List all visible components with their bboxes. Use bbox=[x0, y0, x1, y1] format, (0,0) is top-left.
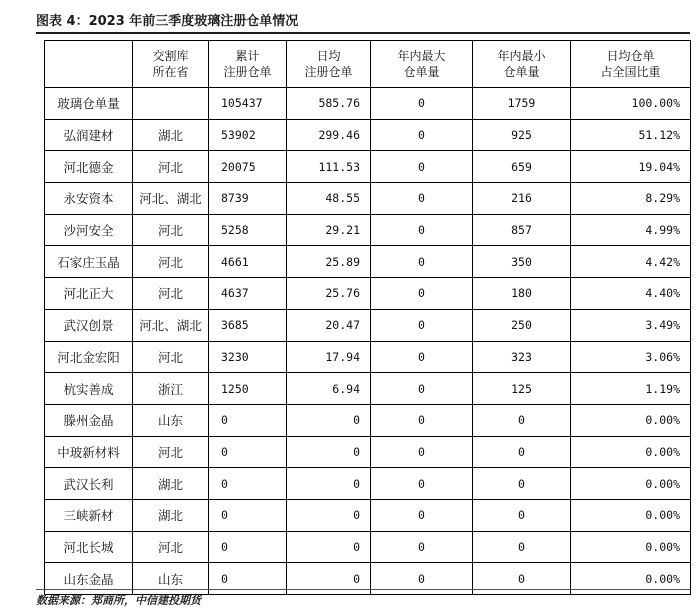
header-province bbox=[133, 41, 209, 88]
cell-cumulative: 8739 bbox=[209, 183, 287, 215]
cell-warehouse-name: 河北正大 bbox=[45, 278, 133, 310]
cell-warehouse-name: 弘润建材 bbox=[45, 119, 133, 151]
cell-share: 8.29% bbox=[571, 183, 691, 215]
cell-yearly-min: 0 bbox=[473, 563, 571, 595]
table-row bbox=[45, 151, 691, 183]
header-line-1: 年内最大 bbox=[397, 49, 446, 63]
cell-yearly-min: 659 bbox=[473, 151, 571, 183]
cell-share: 0.00% bbox=[571, 468, 691, 500]
header-line-2: 注册仓单 bbox=[304, 65, 353, 79]
cell-cumulative: 5258 bbox=[209, 214, 287, 246]
cell-daily-avg: 299.46 bbox=[287, 119, 371, 151]
cell-yearly-min: 250 bbox=[473, 309, 571, 341]
cell-share: 0.00% bbox=[571, 499, 691, 531]
header-line-2: 注册仓单 bbox=[223, 65, 272, 79]
cell-yearly-max: 0 bbox=[371, 468, 473, 500]
cell-province: 湖北 bbox=[133, 119, 209, 151]
table-row bbox=[45, 278, 691, 310]
cell-yearly-max: 0 bbox=[371, 151, 473, 183]
header-line-1: 累计 bbox=[235, 49, 260, 63]
cell-share: 100.00% bbox=[571, 88, 691, 120]
header-blank bbox=[45, 41, 133, 88]
cell-yearly-min: 323 bbox=[473, 341, 571, 373]
cell-share: 19.04% bbox=[571, 151, 691, 183]
cell-yearly-max: 0 bbox=[371, 88, 473, 120]
header-line-1: 年内最小 bbox=[497, 49, 546, 63]
header-line-2: 仓单量 bbox=[503, 65, 540, 79]
header-line-1: 交割库 bbox=[152, 49, 189, 63]
cell-daily-avg: 111.53 bbox=[287, 151, 371, 183]
header-yearly-min bbox=[473, 41, 571, 88]
cell-warehouse-name: 玻璃仓单量 bbox=[45, 88, 133, 120]
cell-cumulative: 4637 bbox=[209, 278, 287, 310]
table-row bbox=[45, 531, 691, 563]
cell-yearly-min: 0 bbox=[473, 404, 571, 436]
cell-yearly-min: 125 bbox=[473, 373, 571, 405]
table-row bbox=[45, 309, 691, 341]
cell-province: 湖北 bbox=[133, 468, 209, 500]
cell-share: 51.12% bbox=[571, 119, 691, 151]
cell-yearly-max: 0 bbox=[371, 404, 473, 436]
table-body bbox=[45, 88, 691, 595]
cell-daily-avg: 6.94 bbox=[287, 373, 371, 405]
cell-warehouse-name: 沙河安全 bbox=[45, 214, 133, 246]
cell-warehouse-name: 中玻新材料 bbox=[45, 436, 133, 468]
cell-share: 4.99% bbox=[571, 214, 691, 246]
cell-cumulative: 0 bbox=[209, 468, 287, 500]
cell-daily-avg: 0 bbox=[287, 436, 371, 468]
cell-daily-avg: 0 bbox=[287, 563, 371, 595]
cell-warehouse-name: 三峡新材 bbox=[45, 499, 133, 531]
cell-province: 河北 bbox=[133, 341, 209, 373]
cell-warehouse-name: 河北长城 bbox=[45, 531, 133, 563]
cell-yearly-max: 0 bbox=[371, 373, 473, 405]
figure-title: 图表 4：2023 年前三季度玻璃注册仓单情况 bbox=[36, 14, 299, 29]
header-line-2: 仓单量 bbox=[403, 65, 440, 79]
cell-cumulative: 3685 bbox=[209, 309, 287, 341]
cell-share: 0.00% bbox=[571, 531, 691, 563]
table-row bbox=[45, 246, 691, 278]
cell-yearly-max: 0 bbox=[371, 499, 473, 531]
cell-yearly-max: 0 bbox=[371, 341, 473, 373]
cell-warehouse-name: 永安资本 bbox=[45, 183, 133, 215]
cell-province: 浙江 bbox=[133, 373, 209, 405]
table-row bbox=[45, 373, 691, 405]
cell-cumulative: 0 bbox=[209, 563, 287, 595]
cell-yearly-max: 0 bbox=[371, 183, 473, 215]
cell-province: 河北、湖北 bbox=[133, 309, 209, 341]
bottom-divider bbox=[36, 589, 690, 590]
cell-daily-avg: 48.55 bbox=[287, 183, 371, 215]
table-row bbox=[45, 404, 691, 436]
cell-share: 3.06% bbox=[571, 341, 691, 373]
cell-yearly-max: 0 bbox=[371, 278, 473, 310]
cell-yearly-min: 0 bbox=[473, 436, 571, 468]
header-line-1: 日均仓单 bbox=[606, 49, 655, 63]
cell-daily-avg: 0 bbox=[287, 531, 371, 563]
table-header-row bbox=[45, 41, 691, 88]
cell-province: 河北 bbox=[133, 436, 209, 468]
cell-province: 河北 bbox=[133, 151, 209, 183]
cell-yearly-max: 0 bbox=[371, 531, 473, 563]
cell-yearly-min: 350 bbox=[473, 246, 571, 278]
cell-province: 河北 bbox=[133, 246, 209, 278]
cell-warehouse-name: 河北德金 bbox=[45, 151, 133, 183]
cell-yearly-max: 0 bbox=[371, 563, 473, 595]
cell-yearly-max: 0 bbox=[371, 119, 473, 151]
cell-cumulative: 1250 bbox=[209, 373, 287, 405]
cell-cumulative: 3230 bbox=[209, 341, 287, 373]
cell-daily-avg: 0 bbox=[287, 499, 371, 531]
cell-yearly-min: 1759 bbox=[473, 88, 571, 120]
cell-share: 0.00% bbox=[571, 563, 691, 595]
cell-cumulative: 53902 bbox=[209, 119, 287, 151]
table-row bbox=[45, 119, 691, 151]
cell-daily-avg: 20.47 bbox=[287, 309, 371, 341]
cell-daily-avg: 17.94 bbox=[287, 341, 371, 373]
cell-cumulative: 0 bbox=[209, 436, 287, 468]
cell-yearly-min: 0 bbox=[473, 468, 571, 500]
header-daily-avg bbox=[287, 41, 371, 88]
cell-yearly-min: 857 bbox=[473, 214, 571, 246]
cell-daily-avg: 585.76 bbox=[287, 88, 371, 120]
table-row bbox=[45, 499, 691, 531]
cell-share: 4.42% bbox=[571, 246, 691, 278]
cell-province: 山东 bbox=[133, 563, 209, 595]
cell-daily-avg: 0 bbox=[287, 468, 371, 500]
cell-daily-avg: 25.76 bbox=[287, 278, 371, 310]
cell-cumulative: 20075 bbox=[209, 151, 287, 183]
cell-yearly-max: 0 bbox=[371, 309, 473, 341]
cell-province bbox=[133, 88, 209, 120]
data-source-note: 数据来源：郑商所，中信建投期货 bbox=[36, 594, 201, 607]
warehouse-receipts-table bbox=[44, 40, 691, 595]
cell-province: 河北 bbox=[133, 531, 209, 563]
header-line-2: 所在省 bbox=[152, 65, 189, 79]
cell-yearly-max: 0 bbox=[371, 436, 473, 468]
header-share bbox=[571, 41, 691, 88]
cell-province: 河北 bbox=[133, 278, 209, 310]
cell-province: 山东 bbox=[133, 404, 209, 436]
cell-yearly-min: 216 bbox=[473, 183, 571, 215]
cell-share: 3.49% bbox=[571, 309, 691, 341]
cell-yearly-min: 0 bbox=[473, 499, 571, 531]
cell-cumulative: 0 bbox=[209, 404, 287, 436]
cell-yearly-min: 180 bbox=[473, 278, 571, 310]
cell-share: 4.40% bbox=[571, 278, 691, 310]
cell-cumulative: 105437 bbox=[209, 88, 287, 120]
cell-cumulative: 0 bbox=[209, 499, 287, 531]
table-row bbox=[45, 88, 691, 120]
table-row bbox=[45, 468, 691, 500]
table-row bbox=[45, 436, 691, 468]
cell-province: 河北、湖北 bbox=[133, 183, 209, 215]
cell-daily-avg: 0 bbox=[287, 404, 371, 436]
cell-share: 0.00% bbox=[571, 436, 691, 468]
cell-yearly-max: 0 bbox=[371, 246, 473, 278]
cell-warehouse-name: 滕州金晶 bbox=[45, 404, 133, 436]
cell-daily-avg: 29.21 bbox=[287, 214, 371, 246]
header-cumulative bbox=[209, 41, 287, 88]
header-yearly-max bbox=[371, 41, 473, 88]
cell-cumulative: 0 bbox=[209, 531, 287, 563]
cell-share: 0.00% bbox=[571, 404, 691, 436]
table-row bbox=[45, 183, 691, 215]
cell-yearly-min: 925 bbox=[473, 119, 571, 151]
cell-warehouse-name: 石家庄玉晶 bbox=[45, 246, 133, 278]
cell-warehouse-name: 河北金宏阳 bbox=[45, 341, 133, 373]
cell-warehouse-name: 武汉创景 bbox=[45, 309, 133, 341]
cell-cumulative: 4661 bbox=[209, 246, 287, 278]
header-line-1: 日均 bbox=[316, 49, 341, 63]
cell-province: 湖北 bbox=[133, 499, 209, 531]
cell-yearly-min: 0 bbox=[473, 531, 571, 563]
cell-share: 1.19% bbox=[571, 373, 691, 405]
title-divider bbox=[36, 32, 690, 34]
header-line-2: 占全国比重 bbox=[600, 65, 661, 79]
table-row bbox=[45, 214, 691, 246]
cell-warehouse-name: 杭实善成 bbox=[45, 373, 133, 405]
cell-yearly-max: 0 bbox=[371, 214, 473, 246]
cell-province: 河北 bbox=[133, 214, 209, 246]
table-row bbox=[45, 341, 691, 373]
cell-warehouse-name: 武汉长利 bbox=[45, 468, 133, 500]
cell-daily-avg: 25.89 bbox=[287, 246, 371, 278]
cell-warehouse-name: 山东金晶 bbox=[45, 563, 133, 595]
